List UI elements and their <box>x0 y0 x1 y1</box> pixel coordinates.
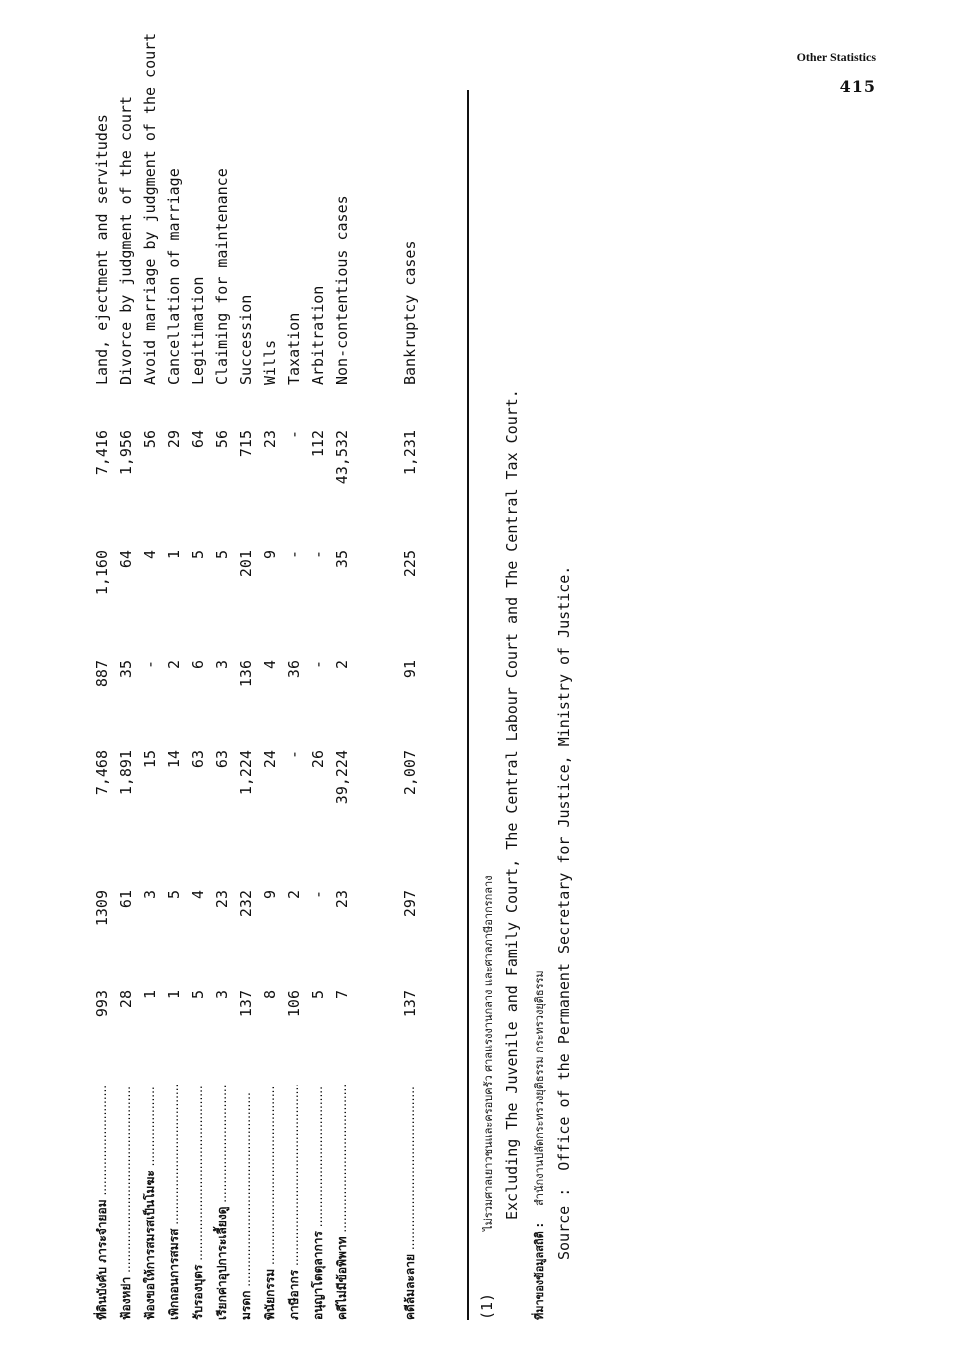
thai-label: คดีไม่มีข้อพิพาท ..... <box>330 1085 354 1320</box>
value-cell: 137 <box>401 990 419 1018</box>
value-cell: - <box>309 550 327 560</box>
page-number: 415 <box>839 77 876 96</box>
value-cell: - <box>141 660 159 670</box>
value-cell: 5 <box>165 890 183 900</box>
source-thai-label: ที่มาของข้อมูลสถิติ : <box>533 1222 546 1320</box>
table-row <box>330 90 354 1320</box>
value-cell: 1,160 <box>93 550 111 596</box>
table-row <box>186 90 210 1320</box>
value-cell: 2 <box>165 660 183 670</box>
thai-label: เรียกค่าอุปการะเลี้ยงดู ..... <box>210 1085 234 1320</box>
table-row <box>282 90 306 1320</box>
english-label: Avoid marriage by judgment of the court <box>141 32 159 385</box>
table-row <box>162 90 186 1320</box>
value-cell: - <box>285 550 303 560</box>
value-cell: 2 <box>285 890 303 900</box>
table-bottom-rule <box>467 90 469 1320</box>
value-cell: 136 <box>237 660 255 688</box>
english-label: Bankruptcy cases <box>401 240 419 385</box>
rotated-table <box>90 32 590 1320</box>
value-cell: 1309 <box>93 890 111 927</box>
value-cell: 29 <box>165 430 183 449</box>
english-label: Claiming for maintenance <box>213 168 231 385</box>
english-label: Taxation <box>285 312 303 385</box>
english-label: Divorce by judgment of the court <box>117 96 135 385</box>
value-cell: 4 <box>141 550 159 560</box>
value-cell: 1 <box>165 990 183 1000</box>
table-row <box>210 90 234 1320</box>
value-cell: 15 <box>141 750 159 769</box>
value-cell: - <box>285 430 303 440</box>
value-cell: 1,956 <box>117 430 135 476</box>
value-cell: 297 <box>401 890 419 918</box>
value-cell: 201 <box>237 550 255 578</box>
value-cell: 3 <box>141 890 159 900</box>
value-cell: 6 <box>189 660 207 670</box>
value-cell: 61 <box>117 890 135 909</box>
value-cell: 23 <box>213 890 231 909</box>
value-cell: 7 <box>333 990 351 1000</box>
value-cell: 7,416 <box>93 430 111 476</box>
value-cell: 715 <box>237 430 255 458</box>
thai-label: พินัยกรรม ..... <box>258 1085 282 1320</box>
value-cell: 39,224 <box>333 750 351 805</box>
value-cell: 14 <box>165 750 183 769</box>
english-label: Legitimation <box>189 276 207 385</box>
value-cell: 23 <box>333 890 351 909</box>
value-cell: 4 <box>261 660 279 670</box>
value-cell: 28 <box>117 990 135 1009</box>
value-cell: 91 <box>401 660 419 679</box>
source-thai-text: สำนักงานปลัดกระทรวงยุติธรรม กระทรวงยุติธรรม <box>533 970 546 1206</box>
value-cell: 993 <box>93 990 111 1018</box>
table-row <box>114 90 138 1320</box>
source-english-label: Source : <box>555 1187 573 1260</box>
thai-label: อนุญาโตตุลาการ ..... <box>306 1085 330 1320</box>
thai-label: ที่ดินบังคับ ภาระจำยอม ..... <box>90 1085 114 1320</box>
value-cell: 56 <box>141 430 159 449</box>
page-header <box>797 50 876 96</box>
source-thai <box>526 970 550 1320</box>
table-row <box>234 90 258 1320</box>
table-row <box>306 90 330 1320</box>
footnote-thai <box>475 875 499 1320</box>
value-cell: 9 <box>261 890 279 900</box>
value-cell: 232 <box>237 890 255 918</box>
value-cell: 2 <box>333 660 351 670</box>
footnote-thai-text: ไม่รวมศาลเยาวชนและครอบครัว ศาลแรงงานกลาง และศาลภาษีอากรกลาง <box>482 875 495 1231</box>
english-label: Cancellation of marriage <box>165 168 183 385</box>
value-cell: 7,468 <box>93 750 111 796</box>
value-cell: 3 <box>213 990 231 1000</box>
thai-label: ฟ้องขอให้การสมรสเป็นโมฆะ ..... <box>138 1085 162 1320</box>
value-cell: 36 <box>285 660 303 679</box>
thai-label: เพิกถอนการสมรส ..... <box>162 1085 186 1320</box>
thai-label: รับรองบุตร ..... <box>186 1085 210 1320</box>
value-cell: 43,532 <box>333 430 351 485</box>
value-cell: 8 <box>261 990 279 1000</box>
value-cell: 3 <box>213 660 231 670</box>
thai-label: ฟ้องหย่า ..... <box>114 1085 138 1320</box>
english-label: Arbitration <box>309 285 327 385</box>
value-cell: 9 <box>261 550 279 560</box>
section-label: Other Statistics <box>796 50 876 64</box>
value-cell: 5 <box>309 990 327 1000</box>
table-row <box>90 90 114 1320</box>
table-row <box>138 32 162 1320</box>
thai-label: คดีล้มละลาย ..... <box>398 1085 422 1320</box>
english-label: Succession <box>237 294 255 385</box>
source-english <box>552 566 576 1260</box>
source-english-text: Office of the Permanent Secretary for Justice, Ministry of Justice. <box>555 565 573 1171</box>
value-cell: - <box>309 660 327 670</box>
value-cell: 23 <box>261 430 279 449</box>
value-cell: 887 <box>93 660 111 688</box>
value-cell: 1 <box>141 990 159 1000</box>
thai-label: ภาษีอากร ..... <box>282 1085 306 1320</box>
value-cell: 1 <box>165 550 183 560</box>
value-cell: 106 <box>285 990 303 1018</box>
value-cell: 63 <box>189 750 207 769</box>
value-cell: 5 <box>189 990 207 1000</box>
value-cell: 26 <box>309 750 327 769</box>
value-cell: 1,891 <box>117 750 135 796</box>
table-row-bankruptcy <box>398 90 422 1320</box>
english-label: Land, ejectment and servitudes <box>93 114 111 385</box>
value-cell: - <box>285 750 303 760</box>
value-cell: 64 <box>189 430 207 449</box>
value-cell: - <box>309 890 327 900</box>
footnote-marker: (1) <box>478 1292 496 1320</box>
value-cell: 5 <box>189 550 207 560</box>
value-cell: 24 <box>261 750 279 769</box>
value-cell: 5 <box>213 550 231 560</box>
value-cell: 112 <box>309 430 327 458</box>
thai-label: มรดก ..... <box>234 1085 258 1320</box>
table-row <box>258 90 282 1320</box>
english-label: Wills <box>261 339 279 385</box>
value-cell: 64 <box>117 550 135 569</box>
footnote-english: Excluding The Juvenile and Family Court, The Central Labour Court and The Central Tax Court. <box>503 389 521 1220</box>
value-cell: 2,007 <box>401 750 419 796</box>
value-cell: 4 <box>189 890 207 900</box>
value-cell: 137 <box>237 990 255 1018</box>
english-label: Non-contentious cases <box>333 195 351 385</box>
value-cell: 1,231 <box>401 430 419 476</box>
value-cell: 35 <box>117 660 135 679</box>
value-cell: 63 <box>213 750 231 769</box>
value-cell: 1,224 <box>237 750 255 796</box>
value-cell: 225 <box>401 550 419 578</box>
value-cell: 35 <box>333 550 351 569</box>
value-cell: 56 <box>213 430 231 449</box>
